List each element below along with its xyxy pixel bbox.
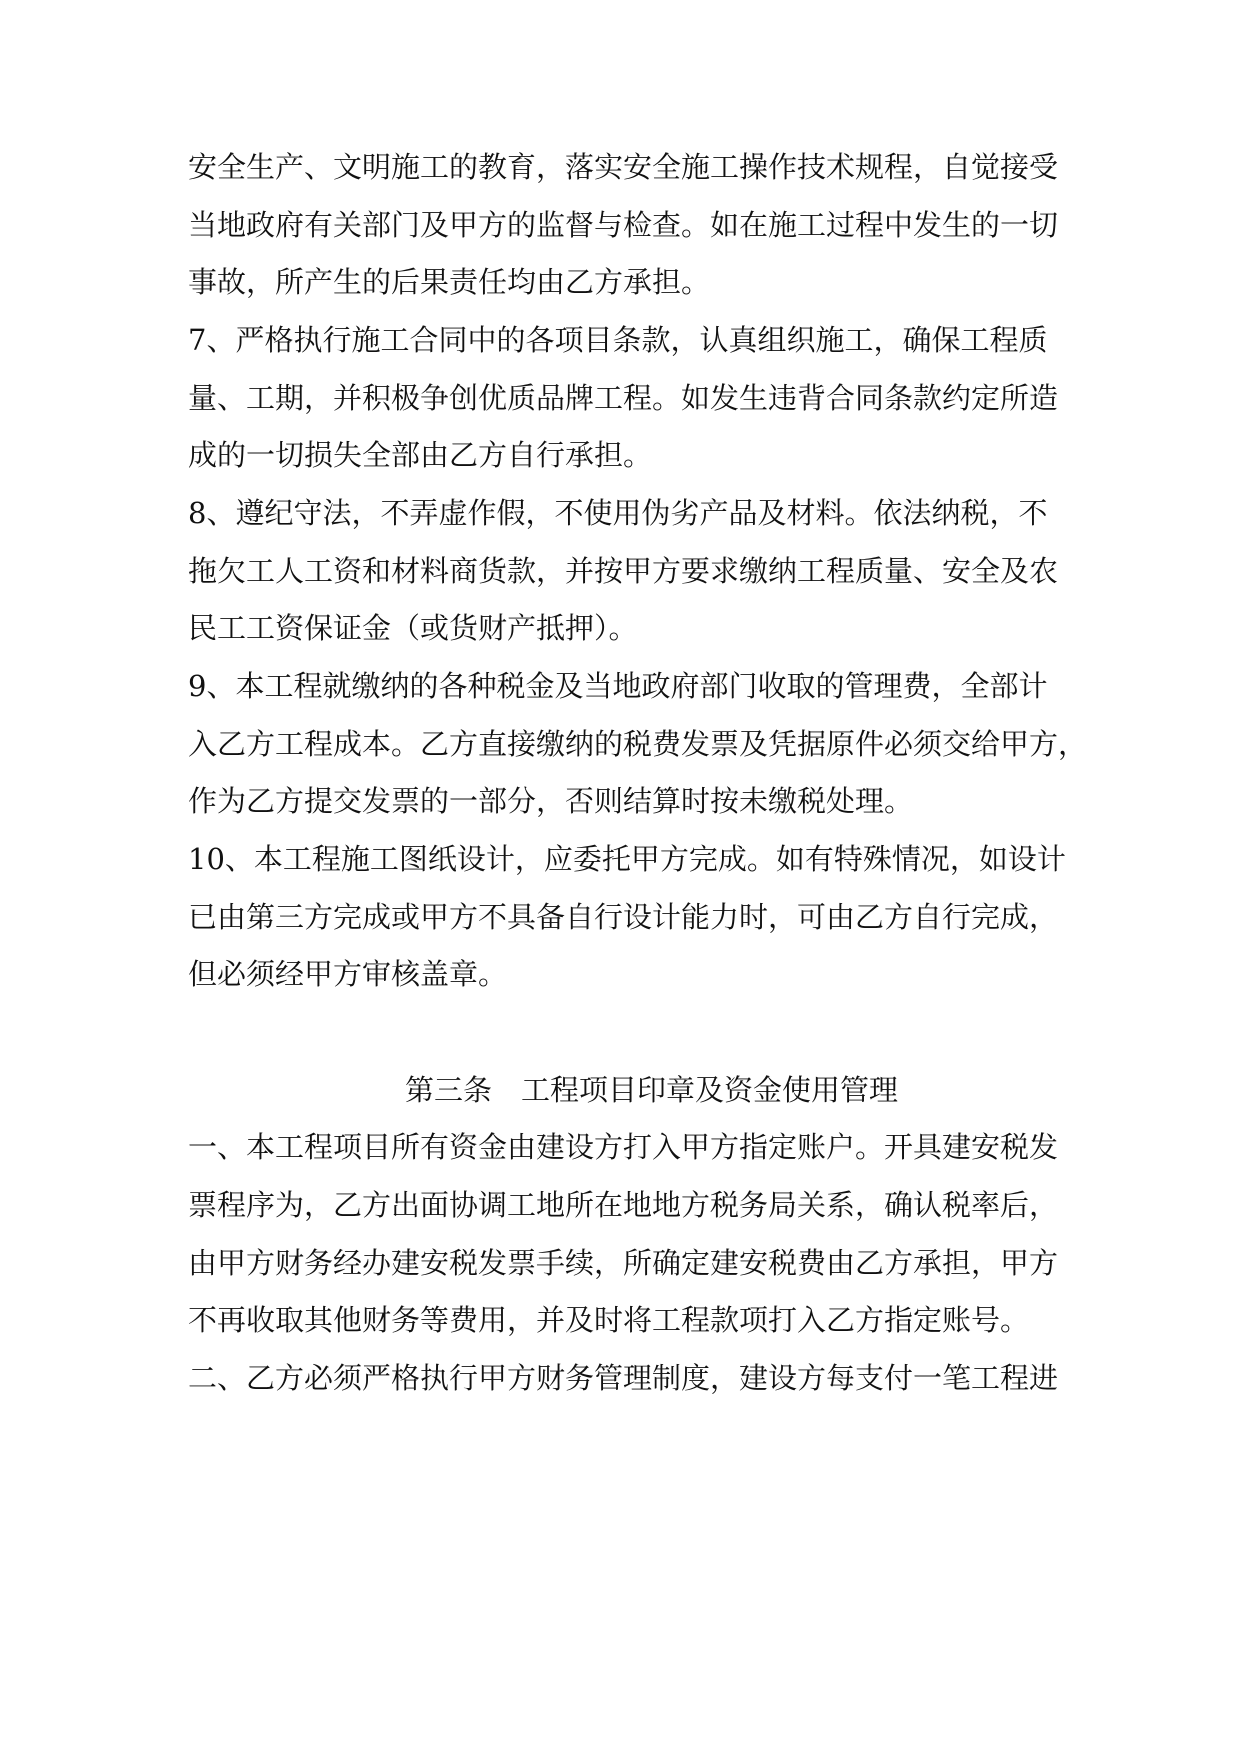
paragraph-line: 入乙方工程成本。乙方直接缴纳的税费发票及凭据原件必须交给甲方，	[188, 727, 1088, 761]
paragraph-line: 成的一切损失全部由乙方自行承担。	[188, 438, 653, 472]
paragraph-line: 事故，所产生的后果责任均由乙方承担。	[188, 265, 711, 299]
paragraph-line: 但必须经甲方审核盖章。	[188, 957, 508, 991]
section-line: 票程序为，乙方出面协调工地所在地地方税务局关系，确认税率后，	[188, 1188, 1059, 1222]
paragraph-line: 已由第三方完成或甲方不具备自行设计能力时，可由乙方自行完成，	[188, 900, 1059, 934]
paragraph-line: 8、遵纪守法，不弄虚作假，不使用伪劣产品及材料。依法纳税，不	[188, 496, 1048, 530]
paragraph-line: 量、工期，并积极争创优质品牌工程。如发生违背合同条款约定所造	[188, 381, 1059, 415]
paragraph-line: 当地政府有关部门及甲方的监督与检查。如在施工过程中发生的一切	[188, 208, 1059, 242]
section-line: 一、本工程项目所有资金由建设方打入甲方指定账户。开具建安税发	[188, 1130, 1059, 1164]
paragraph-line: 安全生产、文明施工的教育，落实安全施工操作技术规程，自觉接受	[188, 150, 1059, 184]
paragraph-line: 7、严格执行施工合同中的各项目条款，认真组织施工，确保工程质	[188, 323, 1048, 357]
section-line: 由甲方财务经办建安税发票手续，所确定建安税费由乙方承担，甲方	[188, 1246, 1059, 1280]
section-line: 不再收取其他财务等费用，并及时将工程款项打入乙方指定账号。	[188, 1303, 1030, 1337]
paragraph-line: 9、本工程就缴纳的各种税金及当地政府部门收取的管理费，全部计	[188, 669, 1048, 703]
paragraph-line: 10、本工程施工图纸设计，应委托甲方完成。如有特殊情况，如设计	[188, 842, 1066, 876]
paragraph-line: 作为乙方提交发票的一部分，否则结算时按未缴税处理。	[188, 784, 914, 818]
paragraph-line: 民工工资保证金（或货财产抵押）。	[188, 611, 638, 645]
section-line: 二、乙方必须严格执行甲方财务管理制度，建设方每支付一笔工程进	[188, 1361, 1059, 1395]
paragraph-line: 拖欠工人工资和材料商货款，并按甲方要求缴纳工程质量、安全及农	[188, 554, 1059, 588]
section-heading: 第三条 工程项目印章及资金使用管理	[405, 1073, 899, 1107]
